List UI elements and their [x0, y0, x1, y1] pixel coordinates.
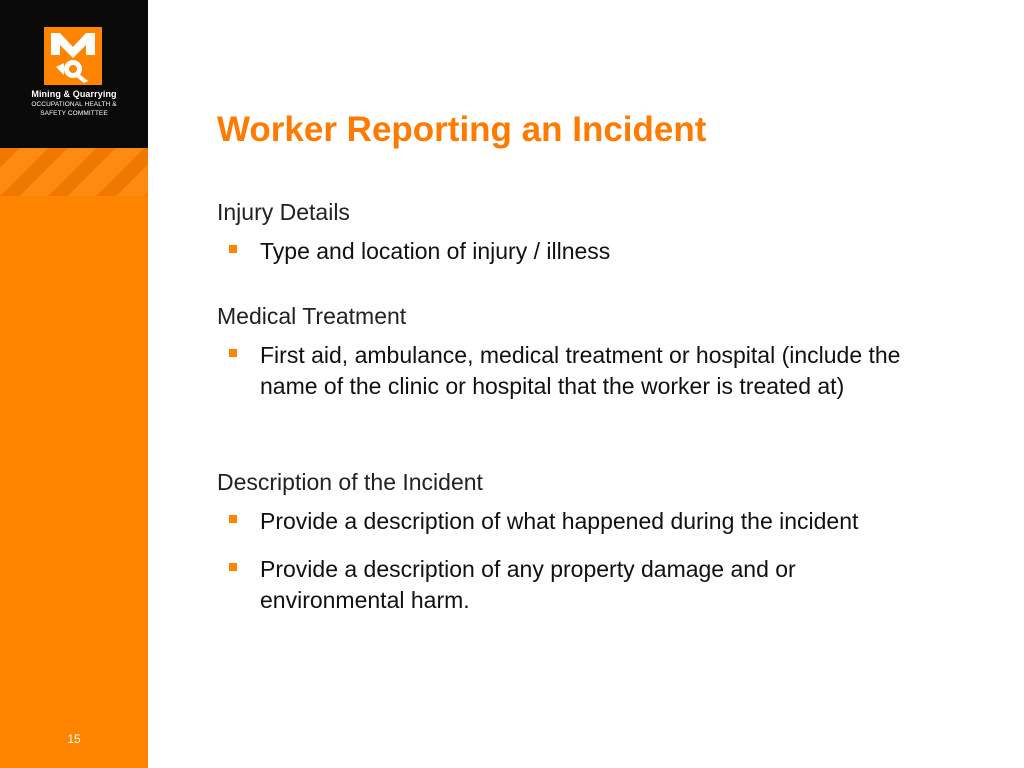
bullet-icon	[229, 245, 237, 253]
bullet-text: Type and location of injury / illness	[260, 238, 611, 264]
logo	[0, 0, 148, 148]
sidebar	[0, 0, 148, 768]
bullet-text: Provide a description of what happened during the incident	[260, 508, 859, 534]
logo-title: Mining & Quarrying	[31, 89, 117, 99]
page-number: 15	[67, 732, 81, 746]
bullet-icon	[229, 349, 237, 357]
section-heading-injury-details: Injury Details	[217, 199, 350, 225]
mq-logo-icon	[44, 27, 102, 85]
section-heading-medical-treatment: Medical Treatment	[217, 303, 407, 329]
logo-subtitle-2: SAFETY COMMITTEE	[40, 110, 108, 117]
section-heading-incident-description: Description of the Incident	[217, 469, 483, 495]
logo-subtitle-1: OCCUPATIONAL HEALTH &	[31, 101, 117, 108]
bullet-icon	[229, 515, 237, 523]
decorative-stripes	[0, 148, 148, 196]
slide-title: Worker Reporting an Incident	[217, 110, 707, 149]
bullet-text: First aid, ambulance, medical treatment or hospital (include the name of the clinic or hospital that the worker is treated at)	[260, 342, 901, 399]
bullet-icon	[229, 563, 237, 571]
bullet-text: Provide a description of any property damage and or environmental harm.	[260, 556, 796, 613]
